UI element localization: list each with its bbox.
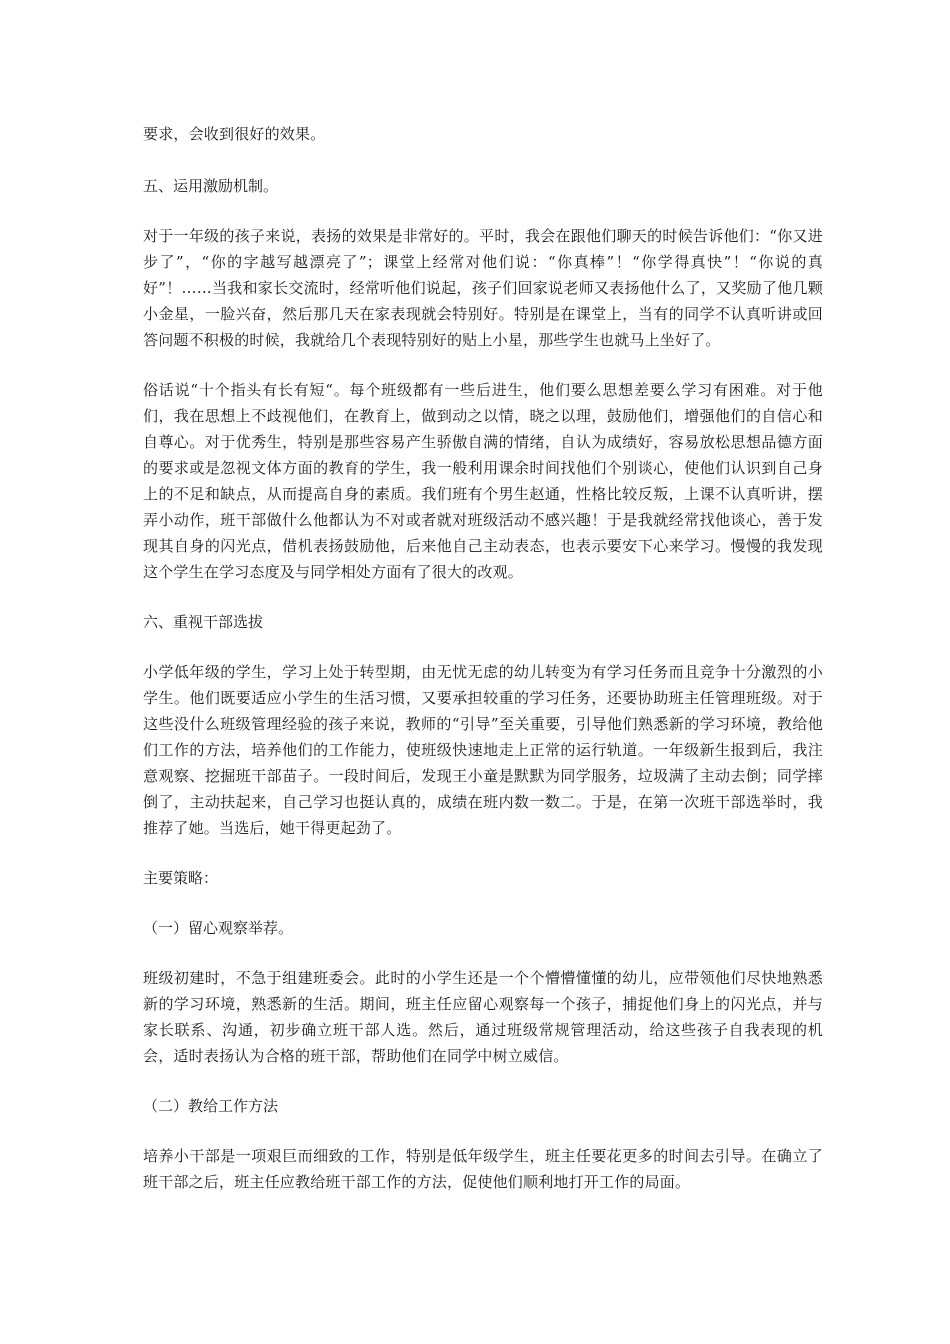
- subsection-heading-2: （二）教给工作方法: [143, 1097, 279, 1115]
- document-page: [143, 121, 823, 1195]
- paragraph-observe: 班级初建时，不急于组建班委会。此时的小学生还是一个个懵懵懂懂的幼儿，应带领他们尽快地熟悉新的学习环境，熟悉新的生活。期间，班主任应留心观察每一个孩子，捕捉他们身上的闪光点，并与家长联系、沟通，初步确立班干部人选。然后，通过班级常规管理活动，给这些孩子自我表现的机会，适时表扬认为合格的班干部，帮助他们在同学中树立威信。: [143, 969, 823, 1065]
- paragraph-underachievers: 俗话说“十个指头有长有短“。每个班级都有一些后进生，他们要么思想差要么学习有困难。对于他们，我在思想上不歧视他们，在教育上，做到动之以情，晓之以理，鼓励他们，增强他们的自信心和自尊心。对于优秀生，特别是那些容易产生骄傲自满的情绪，自认为成绩好，容易放松思想品德方面的要求或是忽视文体方面的教育的学生，我一般利用课余时间找他们个别谈心，使他们认识到自己身上的不足和缺点，从而提高自身的素质。我们班有个男生赵通，性格比较反叛，上课不认真听讲，摆弄小动作，班干部做什么他都认为不对或者就对班级活动不感兴趣！于是我就经常找他谈心，善于发现其自身的闪光点，借机表扬鼓励他，后来他自己主动表态，也表示要安下心来学习。慢慢的我发现这个学生在学习态度及与同学相处方面有了很大的改观。: [143, 381, 823, 581]
- paragraph-cadre-selection: 小学低年级的学生，学习上处于转型期，由无忧无虑的幼儿转变为有学习任务而且竞争十分激烈的小学生。他们既要适应小学生的生活习惯，又要承担较重的学习任务，还要协助班主任管理班级。对于这些没什么班级管理经验的孩子来说，教师的“引导”至关重要，引导他们熟悉新的学习环境，教给他们工作的方法，培养他们的工作能力，使班级快速地走上正常的运行轨道。一年级新生报到后，我注意观察、挖掘班干部苗子。一段时间后，发现王小童是默默为同学服务，垃圾满了主动去倒；同学摔倒了，主动扶起来，自己学习也挺认真的，成绩在班内数一数二。于是，在第一次班干部选举时，我推荐了她。当选后，她干得更起劲了。: [143, 663, 823, 837]
- subsection-heading-1: （一）留心观察举荐。: [143, 919, 294, 937]
- paragraph-methods: 培养小干部是一项艰巨而细致的工作，特别是低年级学生，班主任要花更多的时间去引导。在确立了班干部之后，班主任应教给班干部工作的方法，促使他们顺利地打开工作的局面。: [143, 1147, 823, 1191]
- section-heading-5: 五、运用激励机制。: [143, 177, 279, 195]
- paragraph-continuation: 要求，会收到很好的效果。: [143, 125, 326, 143]
- paragraph-praise: 对于一年级的孩子来说，表扬的效果是非常好的。平时，我会在跟他们聊天的时候告诉他们：“你又进步了”，“你的字越写越漂亮了”；课堂上经常对他们说：“你真棒”！“你学得真快”！“你说的真好”！……当我和家长交流时，经常听他们说起，孩子们回家说老师又表扬他什么了，又奖励了他几颗小金星，一脸兴奋，然后那几天在家表现就会特别好。特别是在课堂上，当有的同学不认真听讲或回答问题不积极的时候，我就给几个表现特别好的贴上小星，那些学生也就马上坐好了。: [143, 227, 823, 349]
- section-heading-6: 六、重视干部选拔: [143, 613, 264, 631]
- strategies-heading: 主要策略：: [143, 869, 219, 887]
